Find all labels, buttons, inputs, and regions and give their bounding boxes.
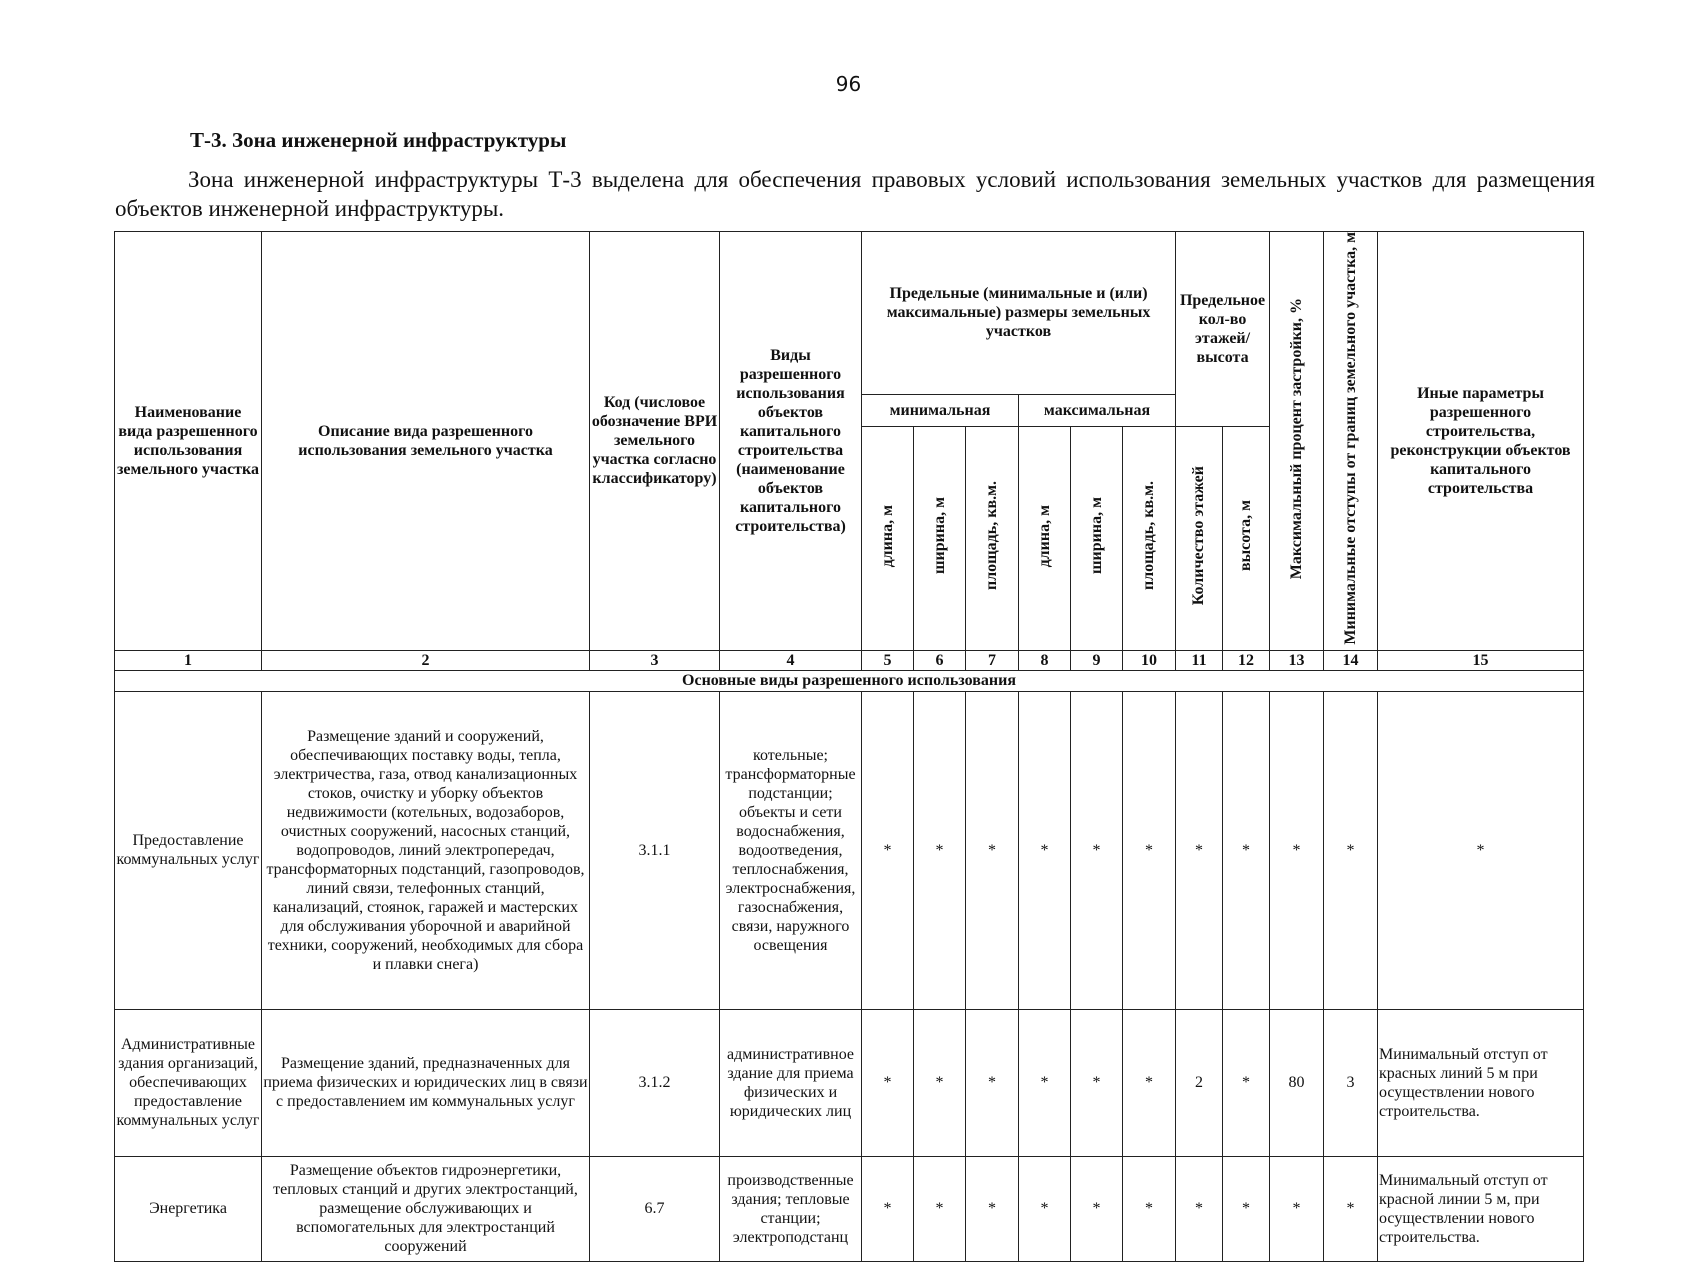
header-floors-group: Предельное кол-во этажей/ высота bbox=[1176, 232, 1270, 427]
row-objects: административное здание для приема физических и юридических лиц bbox=[720, 1009, 862, 1156]
table-row bbox=[115, 1009, 1584, 1156]
header-floors-text: Количество этажей bbox=[1190, 466, 1208, 606]
row-max-area: * bbox=[1123, 1156, 1176, 1261]
row-description: Размещение объектов гидроэнергетики, тепловых станций и других электростанций, размещение обслуживающих и вспомогательных для электростанций сооружений bbox=[262, 1156, 590, 1261]
row-code: 6.7 bbox=[590, 1156, 720, 1261]
row-max-length: * bbox=[1019, 1156, 1071, 1261]
row-max-width: * bbox=[1071, 1156, 1123, 1261]
header-name: Наименование вида разрешенного использования земельного участка bbox=[115, 232, 262, 651]
table-row bbox=[115, 691, 1584, 1009]
row-max-width: * bbox=[1071, 691, 1123, 1009]
column-number: 5 bbox=[862, 650, 914, 670]
column-number: 1 bbox=[115, 650, 262, 670]
row-min-area: * bbox=[966, 1009, 1019, 1156]
row-name: Предоставление коммунальных услуг bbox=[115, 691, 262, 1009]
header-plot-sizes: Предельные (минимальные и (или) максимальные) размеры земельных участков bbox=[862, 232, 1176, 395]
row-max-length: * bbox=[1019, 691, 1071, 1009]
header-maximal: максимальная bbox=[1019, 394, 1176, 426]
row-floors: * bbox=[1176, 1156, 1223, 1261]
row-description: Размещение зданий и сооружений, обеспечивающих поставку воды, тепла, электричества, газа, отвод канализационных стоков, очистку и уборку объектов недвижимости (котельных, водозаборов, очистных сооружений, насосных станций, водопроводов, линий электропередач, трансформаторных подстанций, газопроводов, линий связи, телефонных станций, канализаций, стоянок, гаражей и мастерских для обслуживания уборочной и аварийной техники, сооружений, необходимых для сбора и плавки снега) bbox=[262, 691, 590, 1009]
intro-paragraph: Зона инженерной инфраструктуры Т-3 выделена для обеспечения правовых условий использования земельных участков для размещения объектов инженерной инфраструктуры. bbox=[115, 167, 1595, 221]
header-max-area bbox=[1123, 427, 1176, 650]
row-max-width: * bbox=[1071, 1009, 1123, 1156]
row-min-width: * bbox=[914, 1009, 966, 1156]
column-number: 10 bbox=[1123, 650, 1176, 670]
header-max-percent bbox=[1270, 232, 1324, 651]
land-use-table bbox=[114, 231, 1584, 1262]
column-number: 7 bbox=[966, 650, 1019, 670]
row-max-percent: 80 bbox=[1270, 1009, 1324, 1156]
row-min-length: * bbox=[862, 1009, 914, 1156]
header-min-length bbox=[862, 427, 914, 650]
column-number: 12 bbox=[1223, 650, 1270, 670]
row-other: Минимальный отступ от красной линии 5 м, при осуществлении нового строительства. bbox=[1378, 1156, 1584, 1261]
column-number: 9 bbox=[1071, 650, 1123, 670]
row-min-width: * bbox=[914, 1156, 966, 1261]
header-description: Описание вида разрешенного использования земельного участка bbox=[262, 232, 590, 651]
row-max-area: * bbox=[1123, 1009, 1176, 1156]
column-number: 15 bbox=[1378, 650, 1584, 670]
column-number: 3 bbox=[590, 650, 720, 670]
row-min-area: * bbox=[966, 1156, 1019, 1261]
section-row bbox=[115, 670, 1584, 691]
header-objects: Виды разрешенного использования объектов капитального строительства (наименование объектов капитального строительства) bbox=[720, 232, 862, 651]
column-number: 2 bbox=[262, 650, 590, 670]
row-max-area: * bbox=[1123, 691, 1176, 1009]
header-floors bbox=[1176, 427, 1223, 650]
header-height bbox=[1223, 427, 1270, 650]
header-other-params: Иные параметры разрешенного строительства, реконструкции объектов капитального строительства bbox=[1378, 232, 1584, 651]
row-max-length: * bbox=[1019, 1009, 1071, 1156]
header-min-width-text: ширина, м bbox=[930, 497, 948, 575]
table-row bbox=[115, 1156, 1584, 1261]
header-max-area-text: площадь, кв.м. bbox=[1140, 481, 1158, 591]
header-max-percent-text: Максимальный процент застройки, % bbox=[1287, 297, 1305, 579]
header-min-setback bbox=[1324, 232, 1378, 651]
row-height: * bbox=[1223, 1009, 1270, 1156]
header-min-area bbox=[966, 427, 1019, 650]
row-floors: * bbox=[1176, 691, 1223, 1009]
header-max-length-text: длина, м bbox=[1035, 504, 1053, 568]
column-number: 8 bbox=[1019, 650, 1071, 670]
row-name: Административные здания организаций, обеспечивающих предоставление коммунальных услуг bbox=[115, 1009, 262, 1156]
column-number: 4 bbox=[720, 650, 862, 670]
row-height: * bbox=[1223, 1156, 1270, 1261]
row-min-width: * bbox=[914, 691, 966, 1009]
row-min-setback: * bbox=[1324, 1156, 1378, 1261]
column-number: 6 bbox=[914, 650, 966, 670]
header-code: Код (числовое обозначение ВРИ земельного участка согласно классификатору) bbox=[590, 232, 720, 651]
row-other: * bbox=[1378, 691, 1584, 1009]
row-description: Размещение зданий, предназначенных для приема физических и юридических лиц в связи с предоставлением им коммунальных услуг bbox=[262, 1009, 590, 1156]
column-number: 13 bbox=[1270, 650, 1324, 670]
row-min-length: * bbox=[862, 1156, 914, 1261]
column-number: 14 bbox=[1324, 650, 1378, 670]
row-code: 3.1.2 bbox=[590, 1009, 720, 1156]
row-objects: производственные здания; тепловые станции; электроподстанц bbox=[720, 1156, 862, 1261]
header-row-1 bbox=[115, 232, 1584, 395]
page-number: 96 bbox=[835, 72, 862, 96]
row-height: * bbox=[1223, 691, 1270, 1009]
row-min-length: * bbox=[862, 691, 914, 1009]
section-heading: Т-3. Зона инженерной инфраструктуры bbox=[190, 128, 567, 152]
row-name: Энергетика bbox=[115, 1156, 262, 1261]
row-min-area: * bbox=[966, 691, 1019, 1009]
row-max-percent: * bbox=[1270, 1156, 1324, 1261]
row-other: Минимальный отступ от красных линий 5 м при осуществлении нового строительства. bbox=[1378, 1009, 1584, 1156]
header-minimal: минимальная bbox=[862, 394, 1019, 426]
row-floors: 2 bbox=[1176, 1009, 1223, 1156]
header-min-setback-text: Минимальные отступы от границ земельного участка, м bbox=[1341, 232, 1359, 645]
header-min-width bbox=[914, 427, 966, 650]
section-title: Основные виды разрешенного использования bbox=[115, 670, 1584, 691]
header-max-width-text: ширина, м bbox=[1087, 497, 1105, 575]
header-min-area-text: площадь, кв.м. bbox=[983, 481, 1000, 591]
row-code: 3.1.1 bbox=[590, 691, 720, 1009]
header-min-length-text: длина, м bbox=[878, 504, 896, 568]
column-number: 11 bbox=[1176, 650, 1223, 670]
row-max-percent: * bbox=[1270, 691, 1324, 1009]
header-max-length bbox=[1019, 427, 1071, 650]
row-min-setback: * bbox=[1324, 691, 1378, 1009]
header-height-text: высота, м bbox=[1237, 500, 1255, 572]
row-min-setback: 3 bbox=[1324, 1009, 1378, 1156]
header-max-width bbox=[1071, 427, 1123, 650]
row-objects: котельные; трансформаторные подстанции; объекты и сети водоснабжения, водоотведения, теплоснабжения, электроснабжения, газоснабжения, связи, наружного освещения bbox=[720, 691, 862, 1009]
column-number-row bbox=[115, 650, 1584, 670]
